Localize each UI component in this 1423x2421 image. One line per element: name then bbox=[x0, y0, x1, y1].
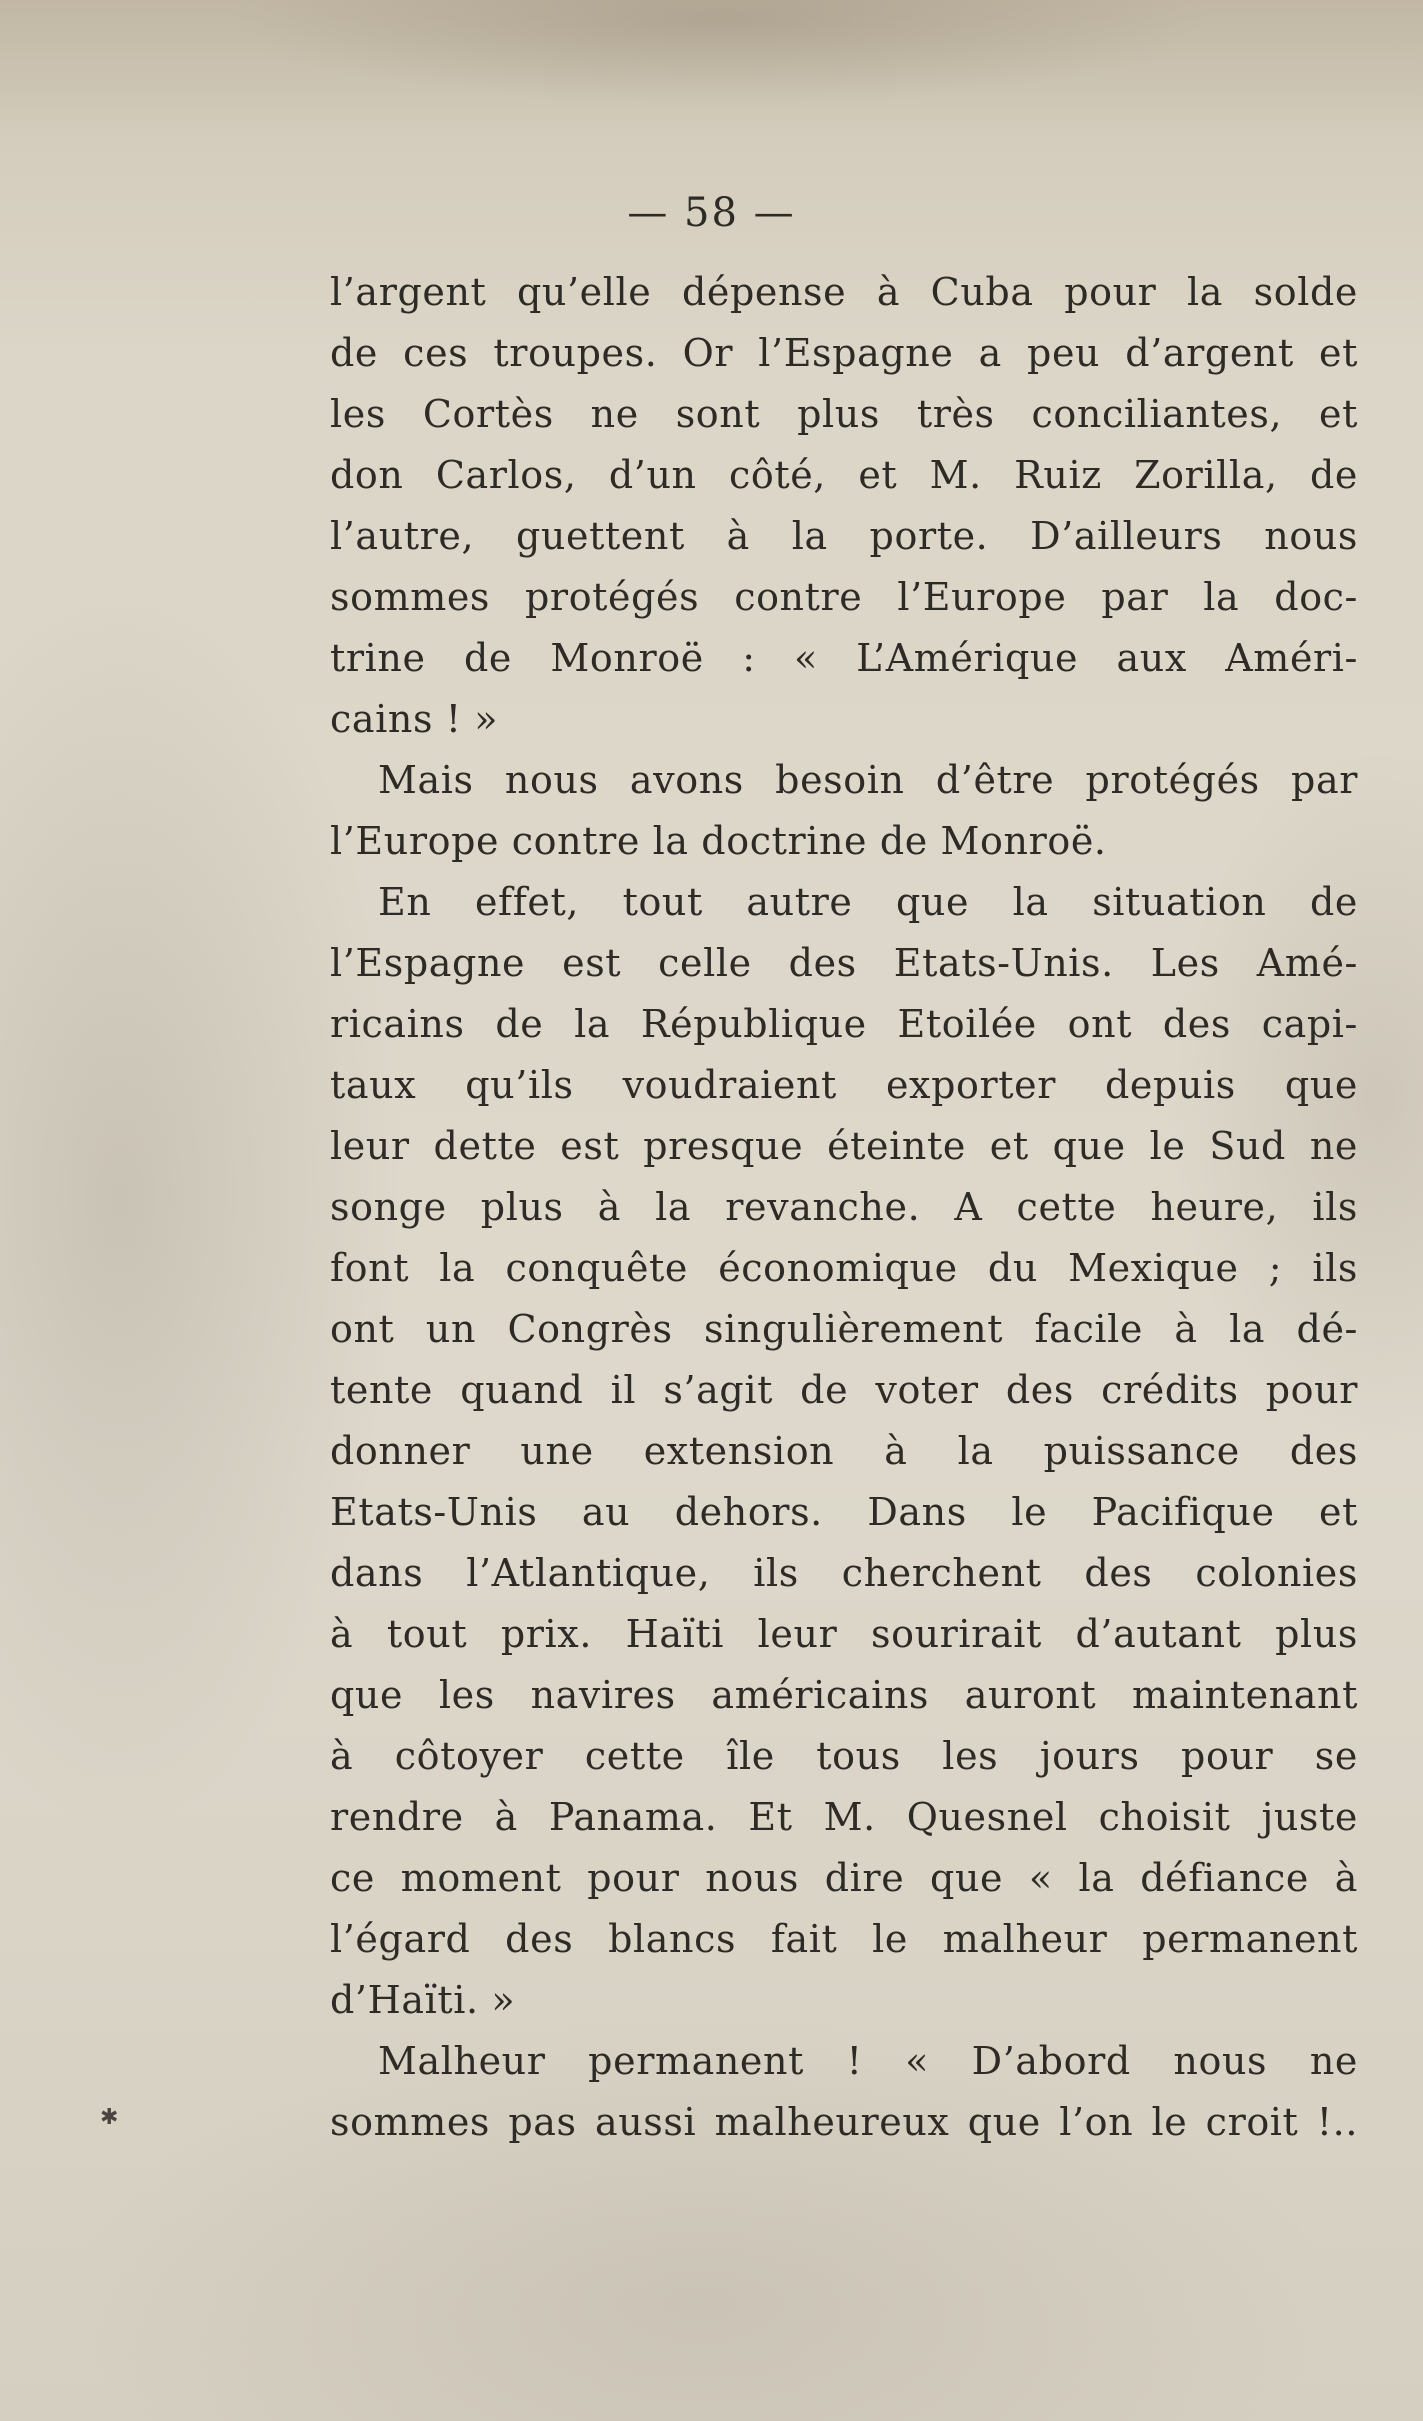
text-line: sommes pas aussi malheureux que l’on le croit !.. bbox=[330, 2100, 1358, 2144]
text-line: l’égard des blancs fait le malheur permanent bbox=[330, 1917, 1358, 1961]
text-line: Mais nous avons besoin d’être protégés par bbox=[378, 758, 1358, 802]
text-line: ont un Congrès singulièrement facile à la dé- bbox=[330, 1307, 1358, 1351]
text-line: l’Europe contre la doctrine de Monroë. bbox=[330, 819, 1107, 863]
text-line: dans l’Atlantique, ils cherchent des colonies bbox=[330, 1551, 1358, 1595]
page-number: — 58 — bbox=[627, 190, 796, 236]
text-line: l’argent qu’elle dépense à Cuba pour la solde bbox=[330, 270, 1358, 314]
text-line: les Cortès ne sont plus très conciliantes, et bbox=[330, 392, 1358, 436]
text-line: à côtoyer cette île tous les jours pour se bbox=[330, 1734, 1358, 1778]
text-line: tente quand il s’agit de voter des crédits pour bbox=[330, 1368, 1358, 1412]
text-line: l’Espagne est celle des Etats-Unis. Les Amé- bbox=[330, 941, 1358, 985]
text-line: d’Haïti. » bbox=[330, 1978, 516, 2022]
text-line: l’autre, guettent à la porte. D’ailleurs nous bbox=[330, 514, 1358, 558]
text-line: Malheur permanent ! « D’abord nous ne bbox=[378, 2039, 1358, 2083]
text-line: à tout prix. Haïti leur sourirait d’autant plus bbox=[330, 1612, 1358, 1656]
paper-stain bbox=[0, 0, 1423, 140]
text-line: de ces troupes. Or l’Espagne a peu d’argent et bbox=[330, 331, 1358, 375]
text-line: don Carlos, d’un côté, et M. Ruiz Zorilla, de bbox=[330, 453, 1358, 497]
text-line: cains ! » bbox=[330, 697, 499, 741]
text-line: leur dette est presque éteinte et que le Sud ne bbox=[330, 1124, 1358, 1168]
text-line: font la conquête économique du Mexique ; ils bbox=[330, 1246, 1358, 1290]
text-line: rendre à Panama. Et M. Quesnel choisit juste bbox=[330, 1795, 1358, 1839]
text-line: ricains de la République Etoilée ont des capi- bbox=[330, 1002, 1358, 1046]
text-line: que les navires américains auront maintenant bbox=[330, 1673, 1358, 1717]
text-line: ce moment pour nous dire que « la défiance à bbox=[330, 1856, 1358, 1900]
text-line: taux qu’ils voudraient exporter depuis que bbox=[330, 1063, 1358, 1107]
text-line: donner une extension à la puissance des bbox=[330, 1429, 1358, 1473]
text-line: songe plus à la revanche. A cette heure, ils bbox=[330, 1185, 1358, 1229]
text-line: En effet, tout autre que la situation de bbox=[378, 880, 1358, 924]
text-line: trine de Monroë : « L’Amérique aux Améri- bbox=[330, 636, 1358, 680]
body-text bbox=[330, 262, 1358, 2153]
text-line: sommes protégés contre l’Europe par la doc- bbox=[330, 575, 1358, 619]
ink-mark: ✱ bbox=[100, 2105, 119, 2130]
text-line: Etats-Unis au dehors. Dans le Pacifique et bbox=[330, 1490, 1358, 1534]
